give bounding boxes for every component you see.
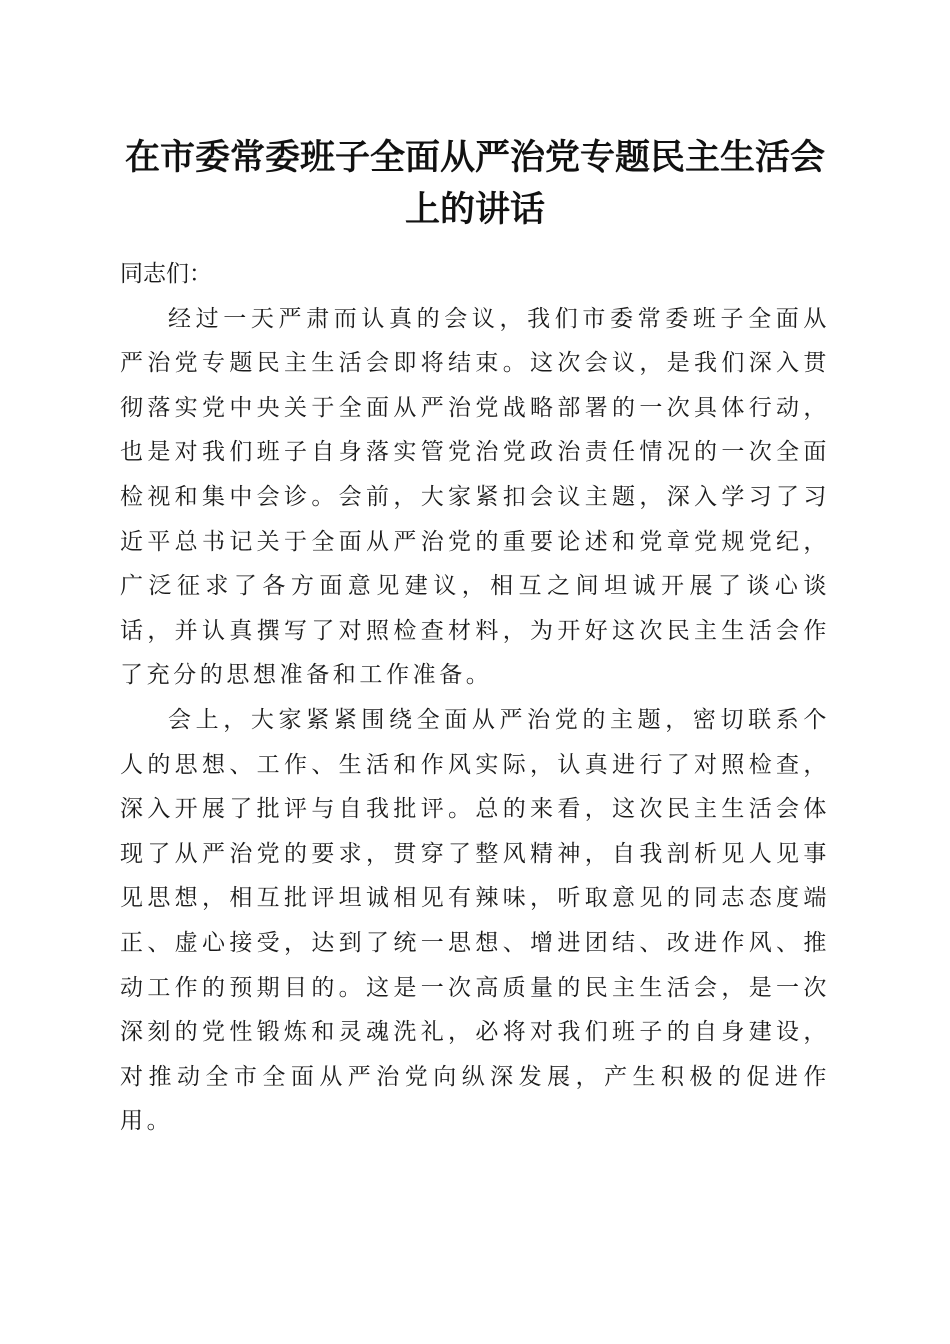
paragraph-1: 经过一天严肃而认真的会议，我们市委常委班子全面从严治党专题民主生活会即将结束。这次会议，是我们深入贯彻落实党中央关于全面从严治党战略部署的一次具体行动，也是对我们班子自身落实管党治党政治责任情况的一次全面检视和集中会诊。会前，大家紧扣会议主题，深入学习了习近平总书记关于全面从严治党的重要论述和党章党规党纪，广泛征求了各方面意见建议，相互之间坦诚开展了谈心谈话，并认真撰写了对照检查材料，为开好这次民主生活会作了充分的思想准备和工作准备。	[120, 305, 830, 689]
salutation: 同志们：	[120, 261, 212, 287]
title-line-1: 在市委常委班子全面从严治党专题民主生活会	[124, 137, 825, 178]
document-body	[120, 252, 830, 1144]
title-line-2: 上的讲话	[404, 189, 545, 230]
page-title	[100, 132, 850, 236]
paragraph-2: 会上，大家紧紧围绕全面从严治党的主题，密切联系个人的思想、工作、生活和作风实际，认真进行了对照检查，深入开展了批评与自我批评。总的来看，这次民主生活会体现了从严治党的要求，贯穿了整风精神，自我剖析见人见事见思想，相互批评坦诚相见有辣味，听取意见的同志态度端正、虚心接受，达到了统一思想、增进团结、改进作风、推动工作的预期目的。这是一次高质量的民主生活会，是一次深刻的党性锻炼和灵魂洗礼，必将对我们班子的自身建设，对推动全市全面从严治党向纵深发展，产生积极的促进作用。	[120, 706, 830, 1135]
